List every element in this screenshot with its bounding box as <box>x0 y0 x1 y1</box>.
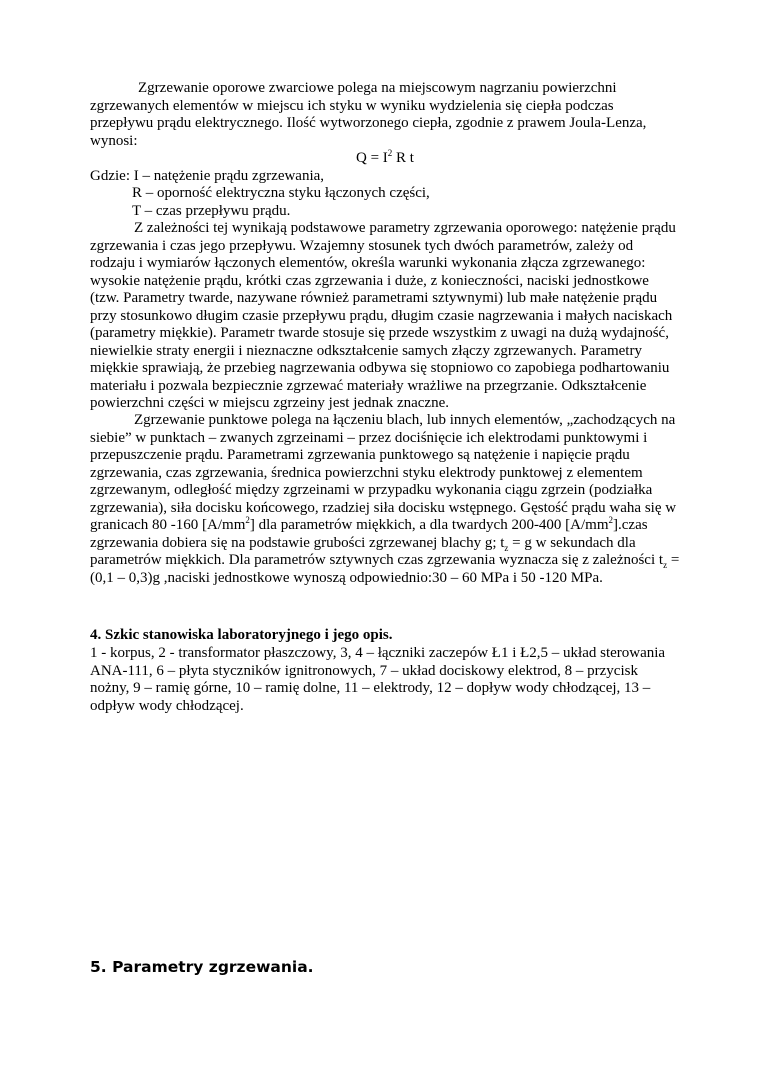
legend-t: T – czas przepływu prądu. <box>132 202 291 219</box>
legend-i: I – natężenie prądu zgrzewania, <box>133 167 325 184</box>
intro-paragraph: Zgrzewanie oporowe zwarciowe polega na miejscowym nagrzaniu powierzchni zgrzewanych elementów w miejscu ich styku w wyniku wydzielenia się ciepła podczas przepływu prądu elektrycznego. Ilość wytworzonego ciepła, zgodnie z prawem Joula-Lenza, wynosi: <box>90 80 647 149</box>
unit-exponent: 2 <box>245 515 250 525</box>
time-subscript: z <box>663 560 668 570</box>
spot-welding-paragraph <box>90 412 680 587</box>
station-legend: 1 - korpus, 2 - transformator płaszczowy, 3, 4 – łączniki zaczepów Ł1 i Ł2,5 – układ sterowania ANA-111, 6 – płyta styczników ignitronowych, 7 – układ dociskowy elektrod, 8 – przycisk nożny, 9 – ramię górne, 10 – ramię dolne, 11 – elektrody, 12 – dopływ wody chłodzącej, 13 – odpływ wody chłodzącej. <box>90 645 666 714</box>
spot-text-d: = g w sekundach dla parametrów miękkich. Dla parametrów sztywnych czas zgrzewania wyznacza się z zależności t <box>90 534 664 568</box>
params-block <box>90 220 680 413</box>
legend-line-i <box>90 168 680 186</box>
time-subscript: z <box>504 542 509 553</box>
legend-label: Gdzie: <box>90 167 134 184</box>
formula-exponent: 2 <box>387 148 393 158</box>
formula-text: Q = I <box>356 150 388 166</box>
section-4-body <box>90 645 680 715</box>
joule-lenz-formula <box>90 150 680 168</box>
spot-text-c: ].czas zgrzewania dobiera się na podstawie grubości zgrzewanej blachy g; t <box>90 517 648 551</box>
params-paragraph: Z zależności tej wynikają podstawowe parametry zgrzewania oporowego: natężenie prądu zgrzewania i czas jego przepływu. Wzajemny stosunek tych dwóch parametrów, zależy od rodzaju i wymiarów łączonych elementów, określa warunki wykonania złącza zgrzewanego: wysokie natężenie prądu, krótki czas zgrzewania i duże, z konieczności, naciski jednostkowe (tzw. Parametry twarde, nazywane również parametrami sztywnymi) lub małe natężenie prądu przy stosunkowo długim czasie przepływu prądu, długim czasie nagrzewania i małych naciskach (parametry miękkie). Parametr twarde stosuje się przede wszystkim z uwagi na dużą wydajność, niewielkie straty energii i nieznaczne odkształcenie samych złączy zgrzewanych. Parametry miękkie sprawiają, że przebieg nagrzewania odbywa się stopniowo co zapobiega podhartowaniu materiału i pozwala bezpiecznie zgrzewać materiały wrażliwe na przegrzanie. Odkształcenie powierzchni części w miejscu zgrzeiny jest jednak znaczne. <box>90 220 676 411</box>
spot-text-b: ] dla parametrów miękkich, a dla twardych 200-400 [A/mm <box>249 517 609 533</box>
spot-text-e: = (0,1 – 0,3)g ,naciski jednostkowe wynoszą odpowiednio:30 – 60 MPa i 50 -120 MPa. <box>90 552 680 586</box>
intro-block <box>90 80 680 220</box>
legend-r: R – oporność elektryczna styku łączonych części, <box>132 185 430 201</box>
unit-exponent: 2 <box>608 515 614 525</box>
spot-welding-block <box>90 412 680 587</box>
spot-text-a: Zgrzewanie punktowe polega na łączeniu blach, lub innych elementów, „zachodzących na siebie” w punktach – zwanych zgrzeinami – przez dociśnięcie ich elektrodami punktowymi i przepuszczenie prądu. Parametrami zgrzewania punktowego są natężenie i napięcie prądu zgrzewania, czas zgrzewania, średnica powierzchni styku elektrody punktowej z elementem zgrzewanym, odległość między zgrzeinami w przypadku wykonania ciągu zgrzein (podziałka zgrzewania), siła docisku końcowego, rzadziej siła docisku wstępnego. Gęstość prądu waha się w granicach 80 -160 [A/mm <box>90 412 677 533</box>
section-5-heading: 5. Parametry zgrzewania. <box>90 958 314 976</box>
section-4-heading: 4. Szkic stanowiska laboratoryjnego i jego opis. <box>90 627 393 643</box>
formula-text-end: R t <box>392 150 414 166</box>
